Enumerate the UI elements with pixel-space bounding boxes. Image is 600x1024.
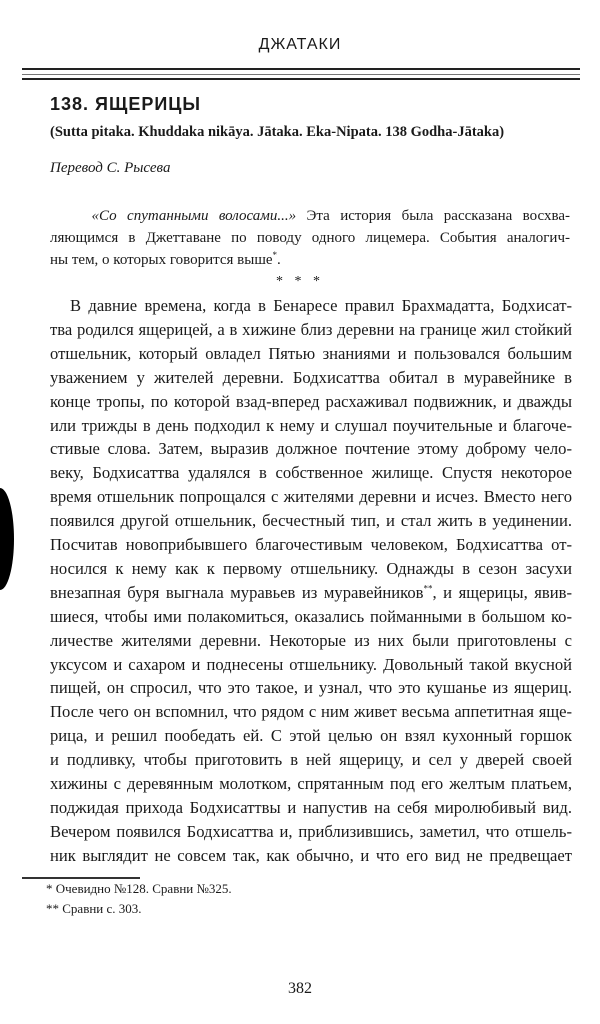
body-text-segment: внезапная буря выгнала муравьев из муравейников bbox=[50, 582, 424, 602]
footnote-rule bbox=[22, 877, 140, 879]
body-line: пищей, он спросил, что это такое, и узнал, что это кушанье из ящериц. bbox=[50, 678, 572, 698]
footnote-mark: ** bbox=[423, 583, 433, 594]
body-line: Вечером появился Бодхисаттва и, приблизившись, заметил, что отшель- bbox=[50, 821, 572, 841]
body-line: поджидая прихода Бодхисаттвы и напустив на себя миролюбивый вид. bbox=[50, 797, 572, 817]
footnote-2: ** Сравни с. 303. bbox=[46, 901, 142, 916]
body-line: хижины с деревянным молотком, спрятанным под его желтым платьем, bbox=[50, 774, 572, 793]
body-line: В давние времена, когда в Бенаресе правил Брахмадатта, Бодхисат- bbox=[70, 296, 572, 315]
intro-line-1 bbox=[50, 208, 570, 225]
body-line: веку, Бодхисаттва удалялся в собственное жилище. Спустя некоторое bbox=[50, 463, 572, 483]
body-text-segment: , и ящерицы, явив- bbox=[432, 582, 572, 602]
running-head: ДЖАТАКИ bbox=[258, 36, 342, 53]
body-line: личестве жителями деревни. Некоторые из них были приготовлены с bbox=[50, 630, 572, 650]
intro-quote: «Со спутанными волосами...» bbox=[91, 208, 297, 224]
body-line: отшельник, который овладел Пятью знаниями и пользовался большим bbox=[50, 343, 572, 363]
intro-text: ны тем, о которых говорится выше bbox=[50, 252, 273, 268]
scan-edge-shadow bbox=[0, 488, 14, 590]
body-line: или трижды в день подходил к нему и слушал поучительные и благоче- bbox=[50, 415, 572, 435]
body-line: время отшельник попрощался с жителями деревни и исчез. Вместо него bbox=[50, 487, 572, 507]
body-line: рица, и решил пообедать ей. С этой целью он взял кухонный горшок bbox=[50, 726, 572, 746]
footnote-1: * Очевидно №128. Сравни №325. bbox=[46, 881, 232, 896]
intro-line-3 bbox=[50, 252, 570, 269]
body-line: ник выглядит не совсем так, как обычно, и что его вид не предвещает bbox=[50, 845, 572, 865]
body-line: уксусом и сахаром и поднесены отшельнику. Довольный такой вкусной bbox=[50, 654, 572, 674]
header-rule-middle bbox=[22, 74, 580, 75]
body-line: тва родился ящерицей, а в хижине близ деревни на границе жил стойкий bbox=[50, 319, 572, 339]
footnote-mark: * bbox=[272, 250, 278, 260]
section-separator: * * * bbox=[276, 274, 324, 289]
body-line: и подливку, чтобы приготовить в ней ящерицу, и сел у дверей своей bbox=[50, 750, 572, 770]
body-line: появился другой отшельник, бесчестный тип, и стал жить в уединении. bbox=[50, 511, 572, 531]
body-line: уважением у жителей деревни. Бодхисаттва обитал в муравейнике в bbox=[50, 367, 572, 387]
translator-credit: Перевод С. Рысева bbox=[50, 160, 171, 176]
intro-text: . bbox=[277, 252, 281, 268]
body-line: шиеся, чтобы ими полакомиться, оказались пойманными в большом ко- bbox=[50, 606, 572, 626]
body-line: стивые слова. Затем, выразив должное почтение этому доброму чело- bbox=[50, 439, 572, 459]
body-line: После чего он вспомнил, что рядом с ним живет весьма аппетитная яще- bbox=[50, 702, 572, 722]
body-line bbox=[50, 583, 572, 603]
source-reference: (Sutta pitaka. Khuddaka nikāya. Jātaka. Eka-Nipata. 138 Godha-Jātaka) bbox=[50, 124, 505, 140]
body-line: конце тропы, по которой взад-вперед расхаживал подвижник, и дважды bbox=[50, 391, 572, 411]
body-line: Посчитав новоприбывшего благочестивым человеком, Бодхисаттва от- bbox=[50, 535, 572, 554]
header-rule-bottom bbox=[22, 78, 580, 80]
intro-text: Эта история была рассказана восхва- bbox=[296, 208, 571, 224]
chapter-title: 138. ЯЩЕРИЦЫ bbox=[50, 94, 202, 114]
intro-line-2: ляющимся в Джеттаване по поводу одного лицемера. События аналогич- bbox=[50, 230, 570, 246]
body-line: носился к нему как к первому отшельнику. Однажды в сезон засухи bbox=[50, 558, 572, 578]
header-rule-top bbox=[22, 68, 580, 70]
page-number: 382 bbox=[288, 980, 312, 997]
